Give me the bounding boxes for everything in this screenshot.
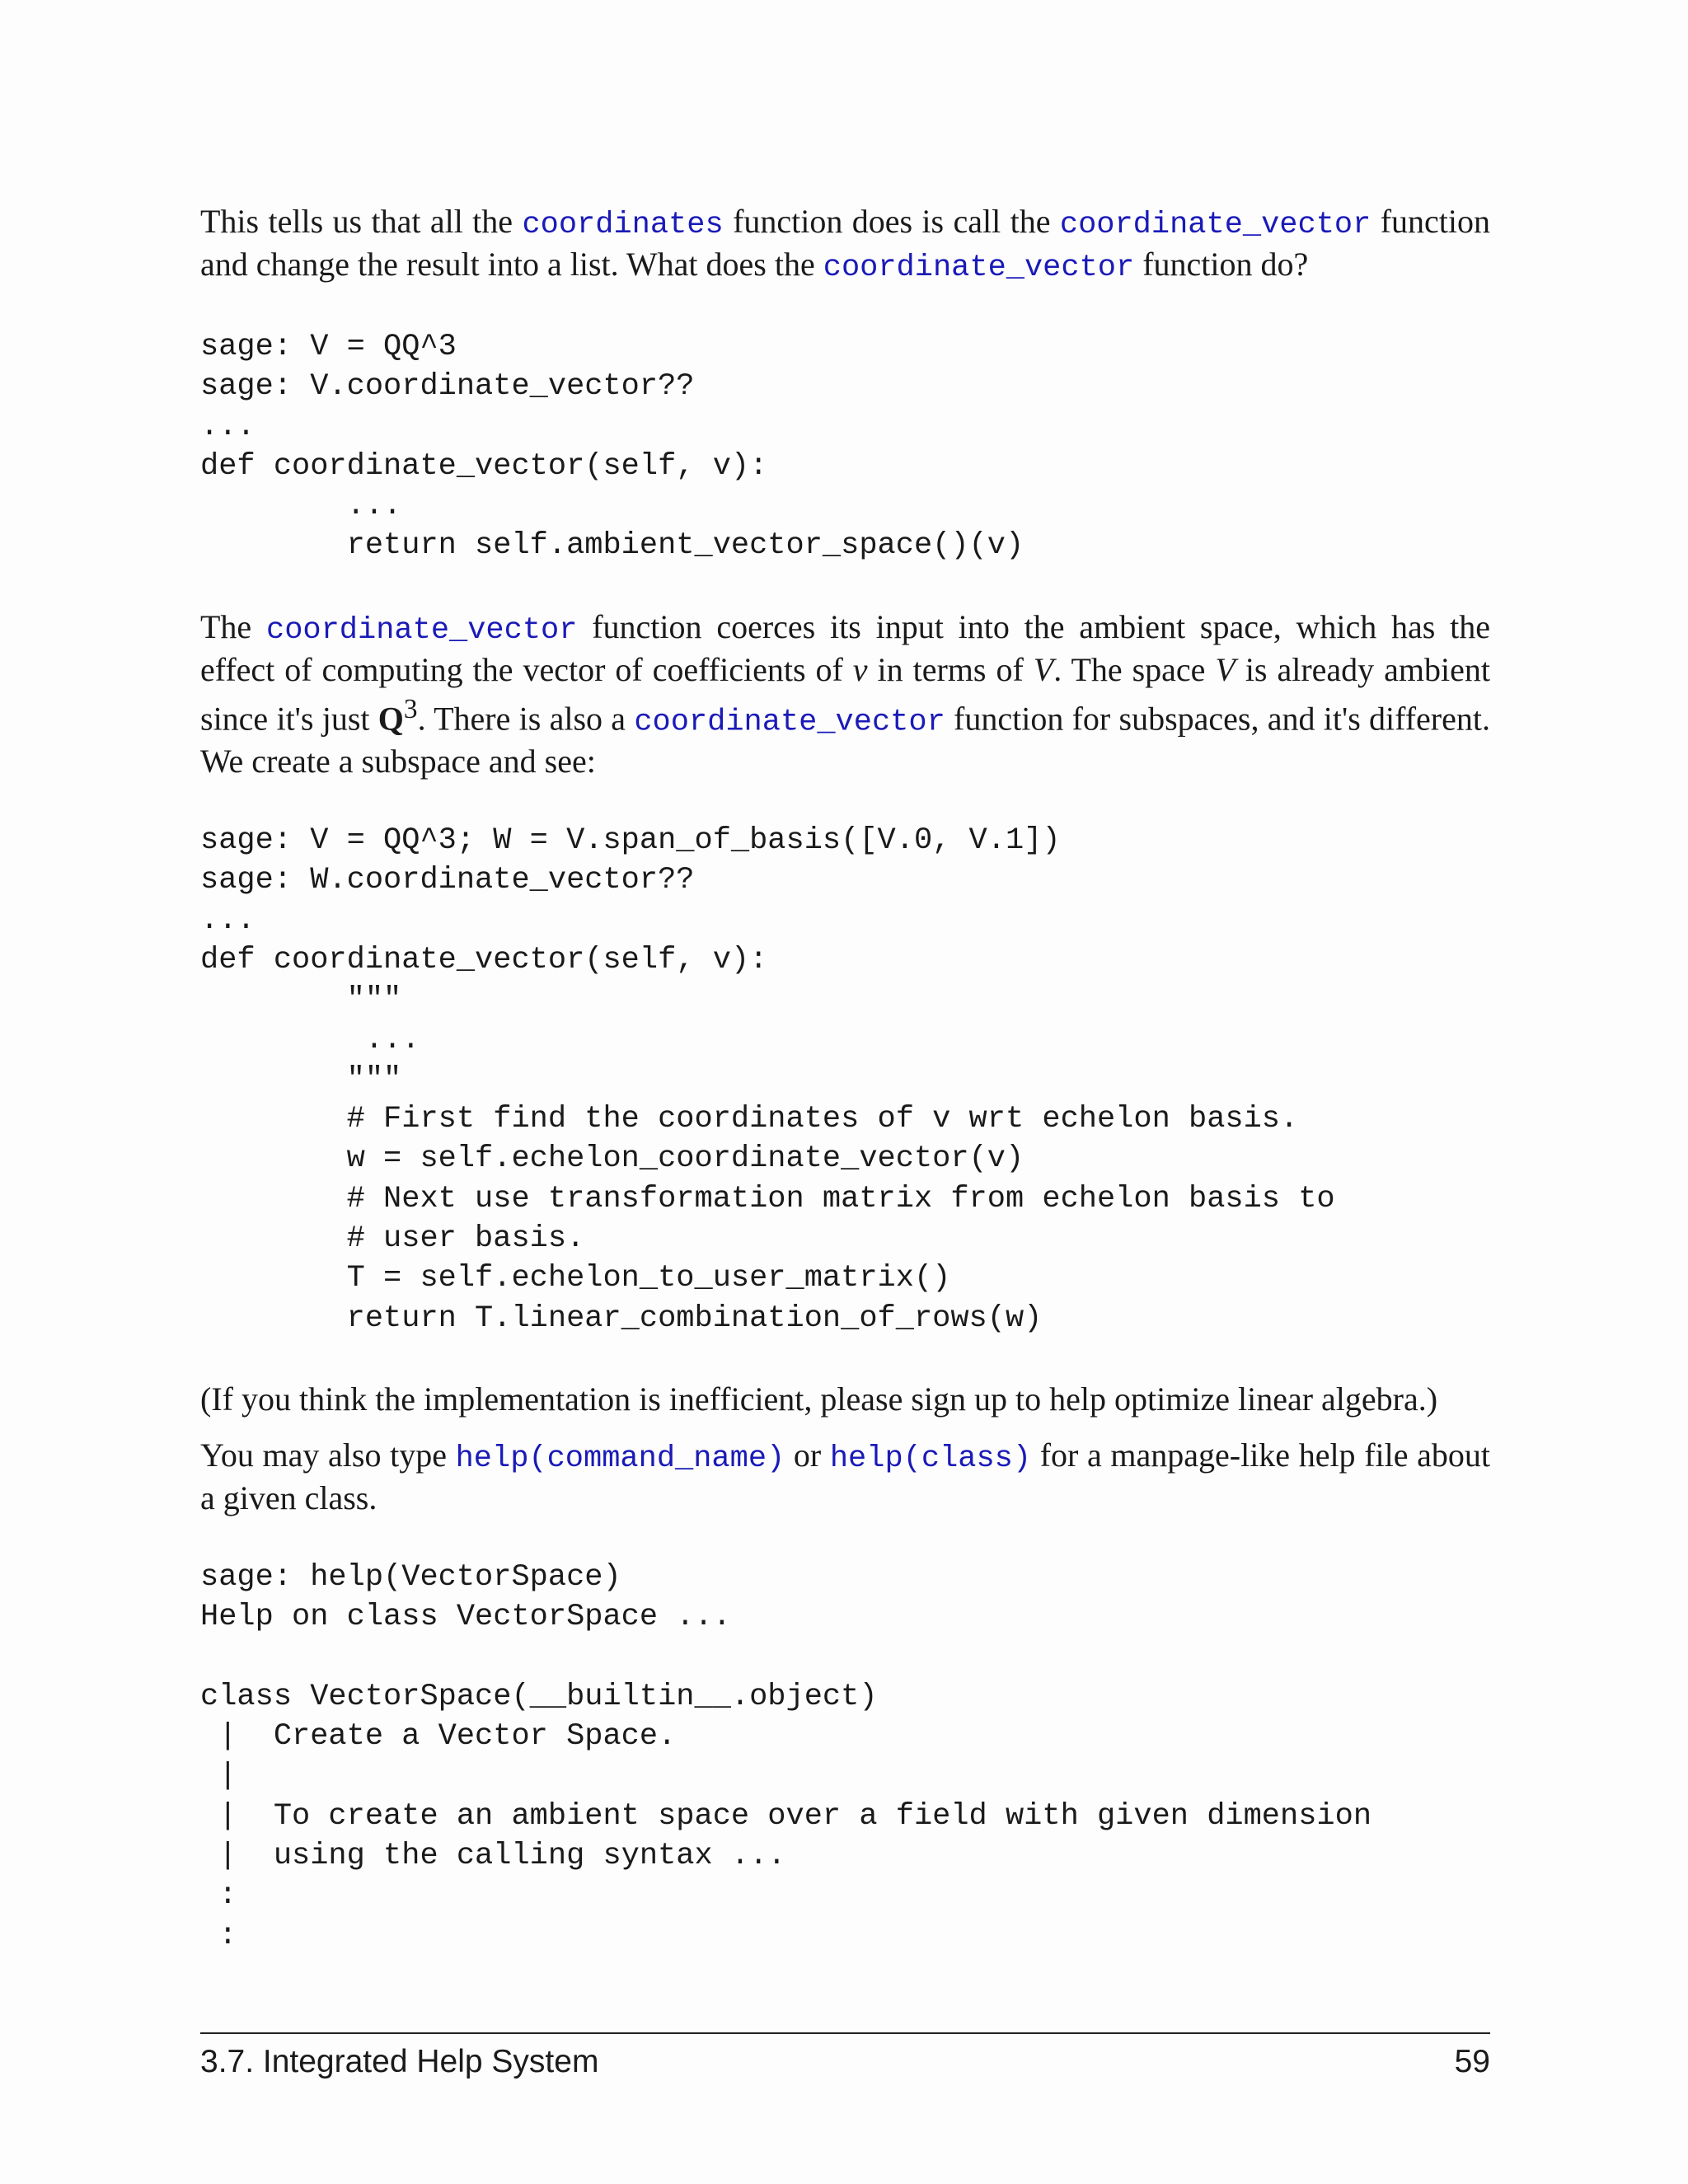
math-exponent: 3 xyxy=(403,693,418,724)
text: function coerces its input into the ambient space, which has the effect of computing the vector of coefficients of xyxy=(200,607,1491,688)
footer-section-title: 3.7. Integrated Help System xyxy=(200,2044,599,2079)
math-Q: Q xyxy=(377,700,404,738)
text: The xyxy=(200,607,266,645)
text: This tells us that all the xyxy=(200,203,523,240)
math-v: v xyxy=(852,650,868,688)
code-block-ambient: sage: V = QQ^3 sage: V.coordinate_vector?? ... def coordinate_vector(self, v): ... return self.ambient_vector_space()(v) xyxy=(200,330,1025,564)
text: is already ambient since it's just xyxy=(200,650,1490,738)
math-V: V xyxy=(1215,650,1236,688)
code-ref-coordinate-vector: coordinate_vector xyxy=(823,251,1135,285)
text: function does is call the xyxy=(723,203,1060,240)
paragraph-intro xyxy=(200,202,1490,288)
page-footer xyxy=(200,2032,1490,2080)
page-number: 59 xyxy=(1454,2044,1490,2079)
text: function do? xyxy=(1134,246,1309,283)
code-ref-help-class: help(class) xyxy=(829,1441,1032,1476)
code-ref-help-command: help(command_name) xyxy=(455,1441,785,1476)
page-body xyxy=(200,202,1490,1956)
text: in terms of xyxy=(867,650,1034,688)
text: or xyxy=(785,1436,830,1474)
code-ref-coordinate-vector: coordinate_vector xyxy=(265,612,578,648)
paragraph-help xyxy=(200,1436,1490,1518)
code-block-subspace: sage: V = QQ^3; W = V.span_of_basis([V.0, V.1]) sage: W.coordinate_vector?? ... def coordinate_vector(self, v): """ ... """ # First find the coordinates of v wrt echelon basis. w = self.echelon_coordinate_vector(v) # Next use transformation matrix from echelon basis to # user basis. T = self.echelon_to_user_matrix() return T.linear_combination_of_rows(w) xyxy=(200,823,1335,1336)
text: function for subspaces, and it's different. We create a subspace and see: xyxy=(200,700,1490,780)
code-ref-coordinates: coordinates xyxy=(522,208,724,242)
text: . The space xyxy=(1053,650,1216,688)
code-ref-coordinate-vector: coordinate_vector xyxy=(634,705,945,740)
text: function and change the result into a list. What does the xyxy=(200,203,1491,283)
code-ref-coordinate-vector: coordinate_vector xyxy=(1059,208,1372,242)
text: You may also type xyxy=(200,1436,456,1474)
paragraph-coerces xyxy=(200,607,1490,781)
math-V: V xyxy=(1033,650,1054,688)
text: . There is also a xyxy=(417,700,635,738)
code-block-help: sage: help(VectorSpace) Help on class VectorSpace ... class VectorSpace(__builtin__.object) | Create a Vector Space. | | To create an ambient space over a field with given dimension | using the calling syntax ... : : xyxy=(200,1559,1372,1953)
text: for a manpage-like help file about a given class. xyxy=(200,1436,1490,1516)
paragraph-inefficient: (If you think the implementation is inefficient, please sign up to help optimize linear algebra.) xyxy=(200,1380,1438,1418)
